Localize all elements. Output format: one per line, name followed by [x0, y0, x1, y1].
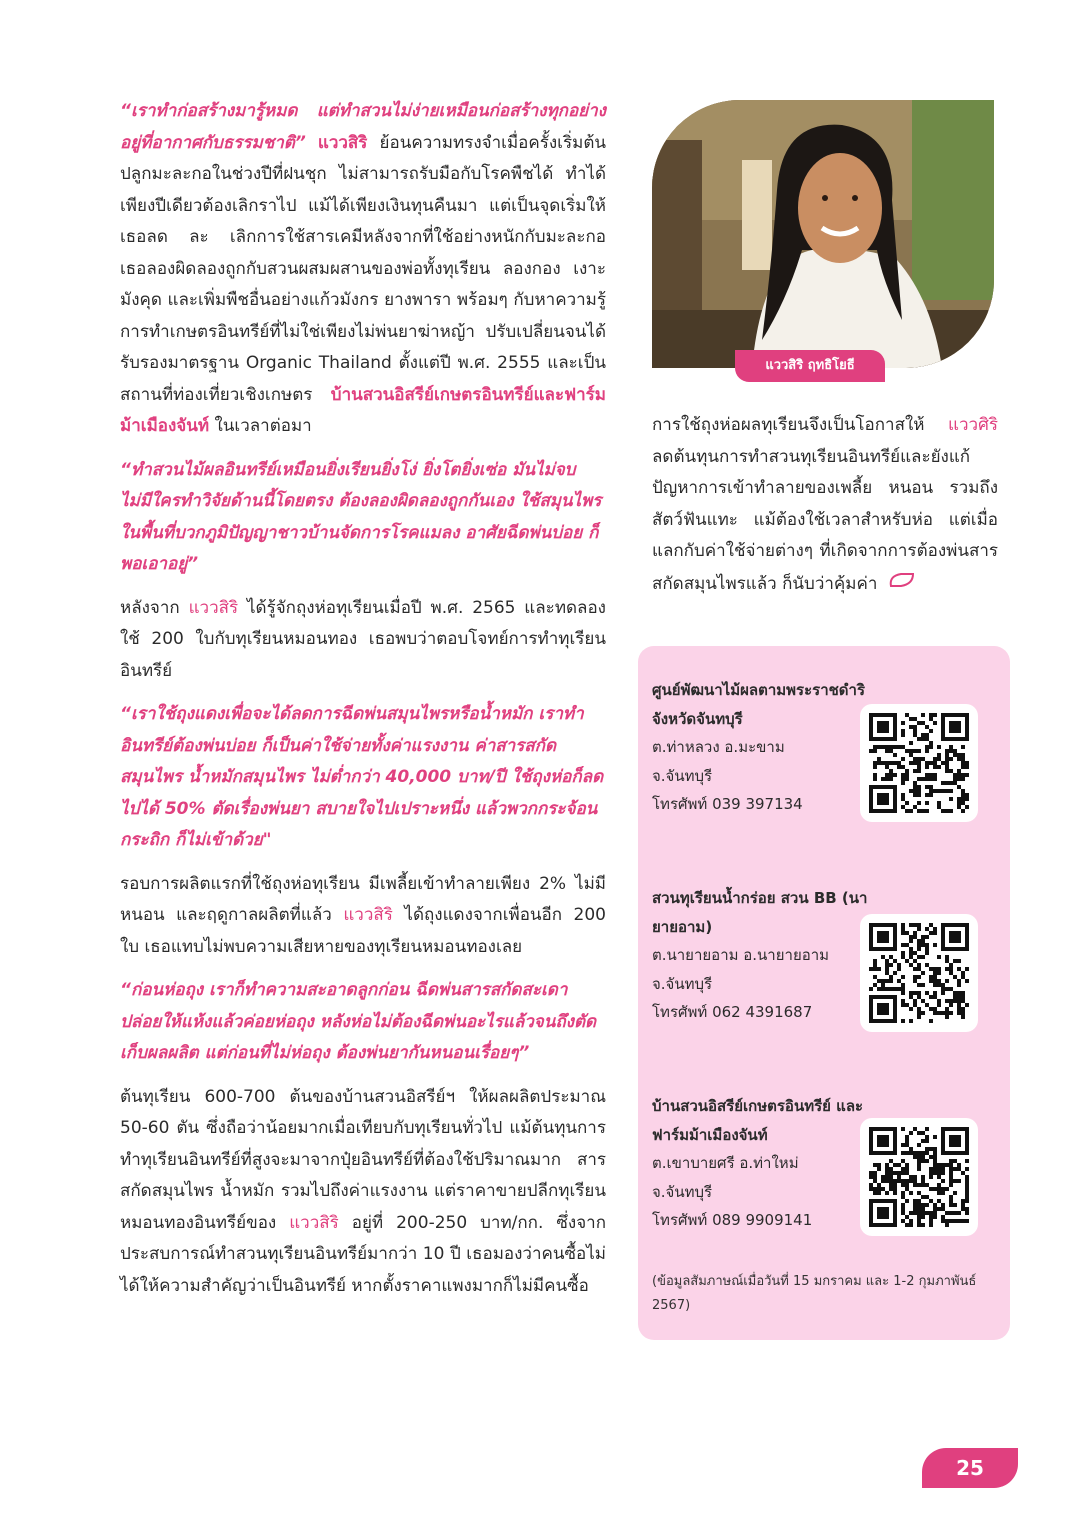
person-name: แววสิริ	[343, 905, 393, 925]
photo-caption: แววสิริ ฤทธิโยธี	[735, 350, 885, 382]
person-name: แววสิริ	[317, 132, 368, 153]
contact-title: บ้านสวนอิสรีย์เกษตรอินทรีย์ และฟาร์มม้าเมืองจันท์	[652, 1097, 864, 1144]
contact-address: ต.เขาบายศรี อ.ท่าใหม่	[652, 1154, 799, 1172]
paragraph-text: หลังจาก	[120, 597, 180, 618]
contact-title: ศูนย์พัฒนาไม้ผลตามพระราชดำริ จังหวัดจันทบุรี	[652, 681, 866, 728]
qr-code[interactable]	[860, 704, 978, 822]
contact-entry	[652, 884, 872, 1027]
person-name: แววศิริ	[948, 415, 998, 435]
contact-phone: โทรศัพท์ 039 397134	[652, 795, 803, 813]
paragraph-text: ในเวลาต่อมา	[214, 416, 312, 436]
quote-1: “เราทำก่อสร้างมารู้หมด แต่ทำสวนไม่ง่ายเหมือนก่อสร้างทุกอย่างอยู่ที่อากาศกับธรรมชาติ”	[120, 101, 606, 153]
right-column	[652, 410, 998, 600]
qr-code[interactable]	[860, 914, 978, 1032]
paragraph-3	[120, 869, 606, 964]
contact-province: จ.จันทบุรี	[652, 974, 713, 993]
contact-address: ต.ท่าหลวง อ.มะขาม	[652, 738, 785, 756]
person-name: แววสิริ	[188, 597, 239, 618]
end-mark-icon	[887, 568, 915, 600]
contact-province: จ.จันทบุรี	[652, 1182, 713, 1201]
portrait-illustration	[652, 100, 994, 368]
left-column	[120, 96, 606, 1314]
contact-address: ต.นายายอาม อ.นายายอาม	[652, 946, 830, 964]
paragraph-1	[120, 96, 606, 443]
paragraph-right	[652, 410, 998, 600]
paragraph-4	[120, 1082, 606, 1303]
contact-title: สวนทุเรียนน้ำกร่อย สวน BB (นายายอาม)	[652, 889, 868, 936]
quote-4: “ก่อนห่อถุง เราก็ทำความสะอาดลูกก่อน ฉีดพ่นสารสกัดสะเดาปล่อยให้แห้งแล้วค่อยห่อถุง หลังห่อไม่ต้องฉีดพ่นอะไรแล้วจนถึงตัดเก็บผลผลิต แต่ก่อนที่ไม่ห่อถุง ต้องพ่นยากันหนอนเรื่อยๆ”	[120, 980, 597, 1063]
contact-phone: โทรศัพท์ 062 4391687	[652, 1003, 813, 1021]
contact-entry	[652, 676, 872, 819]
quote-2: “ทำสวนไม้ผลอินทรีย์เหมือนยิ่งเรียนยิ่งโง่ ยิ่งโตยิ่งเซ่อ มันไม่จบ ไม่มีใครทำวิจัยด้านนี้โดยตรง ต้องลองผิดลองถูกกันเอง ใช้สมุนไพรในพื้นที่บวกภูมิปัญญาชาวบ้านจัดการโรคแมลง อาศัยฉีดพ่นบ่อย ก็พอเอาอยู่”	[120, 459, 602, 574]
page-number: 25	[922, 1448, 1018, 1488]
portrait-photo	[652, 100, 994, 368]
person-name: แววสิริ	[289, 1212, 339, 1233]
contact-entry	[652, 1092, 872, 1235]
paragraph-text: ต้นทุเรียน 600-700 ต้นของบ้านสวนอิสรีย์ฯ ให้ผลผลิตประมาณ 50-60 ตัน ซึ่งถือว่าน้อยมากเมื่อเทียบกับทุเรียนทั่วไป แม้ต้นทุนการทำทุเรียนอินทรีย์ที่สูงจะมาจากปุ๋ยอินทรีย์ที่ต้องใช้ปริมาณมาก สารสกัดสมุนไพร น้ำหมัก รวมไปถึงค่าแรงงาน แต่ราคาขายปลีกทุเรียนหมอนทองอินทรีย์ของ	[120, 1086, 606, 1233]
contact-phone: โทรศัพท์ 089 9909141	[652, 1211, 813, 1229]
qr-code[interactable]	[860, 1118, 978, 1236]
paragraph-text: ย้อนความทรงจำเมื่อครั้งเริ่มต้นปลูกมะละกอในช่วงปีที่ฝนชุก ไม่สามารถรับมือกับโรคพืชได้ ทำได้เพียงปีเดียวต้องเลิกราไป แม้ได้เพียงเงินทุนคืนมา แต่เป็นจุดเริ่มให้เธอลด ละ เลิกการใช้สารเคมีหลังจากที่ใช้อย่างหนักกับมะละกอ เธอลองผิดลองถูกกับสวนผสมผสานของพ่อทั้งทุเรียน ลองกอง เงาะ มังคุด และเพิ่มพืชอื่นอย่างแก้วมังกร ยางพารา พร้อมๆ กับหาความรู้การทำเกษตรอินทรีย์ที่ไม่ใช่เพียงไม่พ่นยาฆ่าหญ้า ปรับเปลี่ยนจนได้รับรองมาตรฐาน Organic Thailand ตั้งแต่ปี พ.ศ. 2555 และเป็นสถานที่ท่องเที่ยวเชิงเกษตร	[120, 132, 606, 405]
paragraph-text: ลดต้นทุนการทำสวนทุเรียนอินทรีย์และยังแก้ปัญหาการเข้าทำลายของเพลี้ย หนอน รวมถึงสัตว์ฟันแทะ แม้ต้องใช้เวลาสำหรับห่อ แต่เมื่อแลกกับค่าใช้จ่ายต่างๆ ที่เกิดจากการต้องพ่นสารสกัดสมุนไพรแล้ว ก็นับว่าคุ้มค่า	[652, 446, 998, 594]
contact-info-box	[638, 646, 1010, 1340]
paragraph-text: ได้รู้จักถุงห่อทุเรียนเมื่อปี พ.ศ. 2565 และทดลองใช้ 200 ใบกับทุเรียนหมอนทอง เธอพบว่าตอบโจทย์การทำทุเรียนอินทรีย์	[120, 597, 606, 681]
paragraph-text: การใช้ถุงห่อผลทุเรียนจึงเป็นโอกาสให้	[652, 415, 925, 435]
paragraph-text: รอบการผลิตแรกที่ใช้ถุงห่อทุเรียน มีเพลี้ยเข้าทำลายเพียง 2% ไม่มีหนอน และฤดูกาลผลิตที่แล้ว	[120, 873, 606, 925]
paragraph-text: ได้ถุงแดงจากเพื่อนอีก 200 ใบ เธอแทบไม่พบความเสียหายของทุเรียนหมอนทองเลย	[120, 905, 606, 957]
paragraph-2	[120, 593, 606, 688]
interview-note: (ข้อมูลสัมภาษณ์เมื่อวันที่ 15 มกราคม และ 1-2 กุมภาพันธ์ 2567)	[652, 1274, 977, 1313]
paragraph-text: อยู่ที่ 200-250 บาท/กก. ซึ่งจากประสบการณ์ทำสวนทุเรียนอินทรีย์มากว่า 10 ปี เธอมองว่าคนซื้อไม่ได้ให้ความสำคัญว่าเป็นอินทรีย์ หากตั้งราคาแพงมากก็ไม่มีคนซื้อ	[120, 1212, 606, 1296]
farm-name: บ้านสวนอิสรีย์เกษตรอินทรีย์และฟาร์มม้าเมืองจันท์	[120, 384, 606, 436]
contact-province: จ.จันทบุรี	[652, 766, 713, 785]
quote-3: “เราใช้ถุงแดงเพื่อจะได้ลดการฉีดพ่นสมุนไพรหรือน้ำหมัก เราทำอินทรีย์ต้องพ่นบ่อย ก็เป็นค่าใช้จ่ายทั้งค่าแรงงาน ค่าสารสกัดสมุนไพร น้ำหมักสมุนไพร ไม่ต่ำกว่า 40,000 บาท/ปี ใช้ถุงห่อก็ลดไปได้ 50% ตัดเรื่องพ่นยา สบายใจไปเปราะหนึ่ง แล้วพวกกระจ้อน กระถิก ก็ไม่เข้าด้วย"	[120, 704, 604, 850]
